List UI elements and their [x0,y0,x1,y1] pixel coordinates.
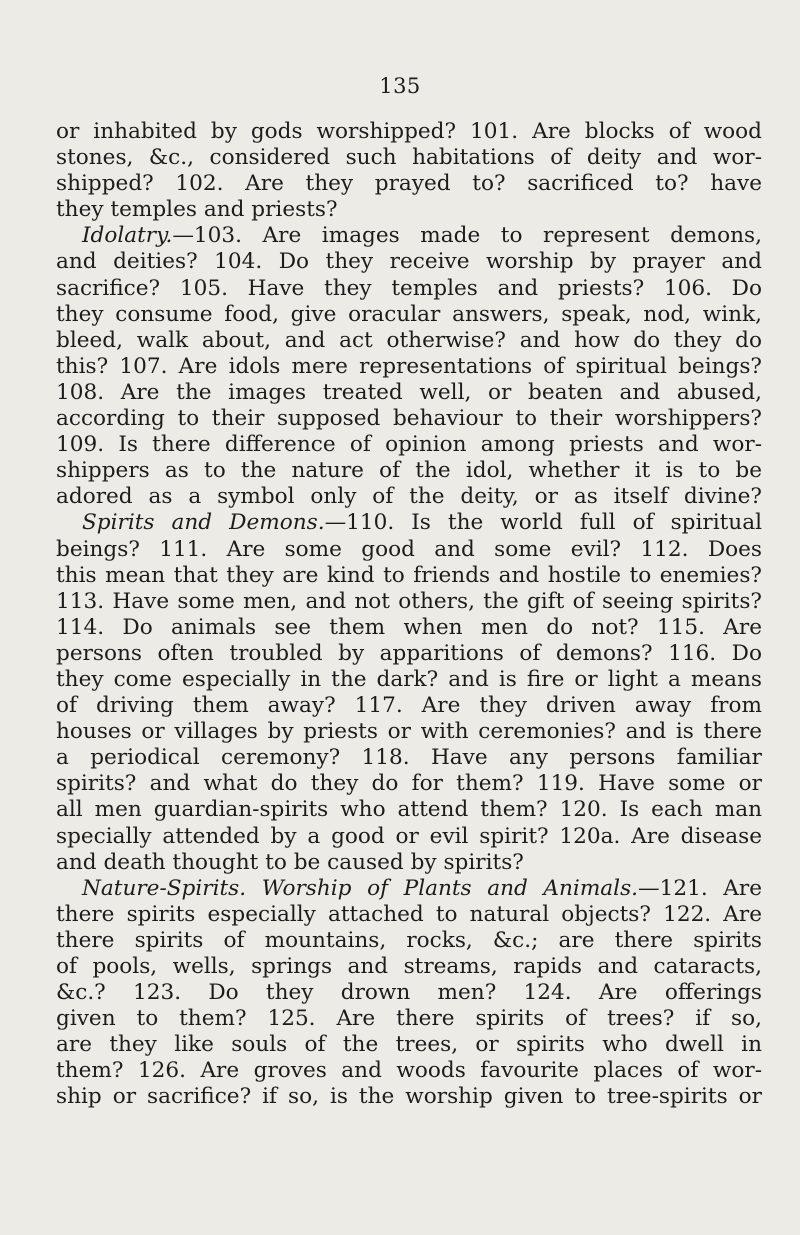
section-heading: Idolatry. [82,223,173,249]
text-line: they consume food, give oracular answers, speak, nod, wink, [56,301,762,327]
text-line: are they like souls of the trees, or spirits who dwell in [56,1032,762,1058]
text-line: or inhabited by gods worshipped? 101. Are blocks of wood [56,119,762,144]
text-line: there spirits especially attached to natural objects? 122. Are [56,901,762,927]
text-line: there spirits of mountains, rocks, &c.; are there spirits [56,927,762,953]
text-line [56,876,762,902]
text-line: specially attended by a good or evil spirit? 120a. Are disease [56,823,762,849]
body-text [56,119,762,1111]
text-line: they temples and priests? [56,197,338,223]
text-line: adored as a symbol only of the deity, or as itself divine? [56,484,762,510]
text-line: beings? 111. Are some good and some evil? 112. Does [56,536,762,562]
text-line: ship or sacrifice? if so, is the worship given to tree-spirits or [56,1084,762,1110]
text-line: according to their supposed behaviour to their worshippers? [56,406,762,432]
text-line: and deities? 104. Do they receive worship by prayer and [56,249,762,275]
text-line: they come especially in the dark? and is fire or light a means [56,666,762,692]
text-line: 113. Have some men, and not others, the gift of seeing spirits? [56,588,762,614]
text-segment: —110. Is the world full of spiritual [324,510,762,536]
text-line: bleed, walk about, and act otherwise? and how do they do [56,327,762,353]
page-number: 135 [379,74,421,98]
text-line [56,223,762,249]
text-segment: —103. Are images made to represent demons, [172,223,762,249]
text-line: them? 126. Are groves and woods favourite places of wor- [56,1058,762,1084]
text-line: 109. Is there difference of opinion among priests and wor- [56,432,762,458]
text-line: &c.? 123. Do they drown men? 124. Are offerings [56,980,762,1006]
text-segment: —121. Are [638,875,762,901]
text-line: persons often troubled by apparitions of demons? 116. Do [56,640,762,666]
text-line: of pools, wells, springs and streams, rapids and cataracts, [56,954,762,979]
text-line: and death thought to be caused by spirits? [56,849,524,875]
text-line: given to them? 125. Are there spirits of trees? if so, [56,1006,762,1032]
section-heading: Spirits and Demons. [82,510,325,536]
text-line: this? 107. Are idols mere representations of spiritual beings? [56,353,762,379]
text-line [56,510,762,536]
text-line: of driving them away? 117. Are they driven away from [56,693,762,719]
text-line: 108. Are the images treated well, or beaten and abused, [56,379,762,405]
text-line: sacrifice? 105. Have they temples and priests? 106. Do [56,275,762,301]
text-line: shippers as to the nature of the idol, whether it is to be [56,458,762,484]
text-line: spirits? and what do they do for them? 119. Have some or [56,771,762,797]
text-line: houses or villages by priests or with ceremonies? and is there [56,719,762,745]
section-heading: Nature-Spirits. Worship of Plants and Animals. [82,875,639,901]
text-line: shipped? 102. Are they prayed to? sacrificed to? have [56,171,762,197]
text-line: a periodical ceremony? 118. Have any persons familiar [56,745,762,771]
text-line: all men guardian-spirits who attend them? 120. Is each man [56,797,762,823]
text-line: 114. Do animals see them when men do not? 115. Are [56,614,762,640]
text-line: this mean that they are kind to friends and hostile to enemies? [56,562,762,588]
text-line: stones, &c., considered such habitations of deity and wor- [56,145,762,171]
